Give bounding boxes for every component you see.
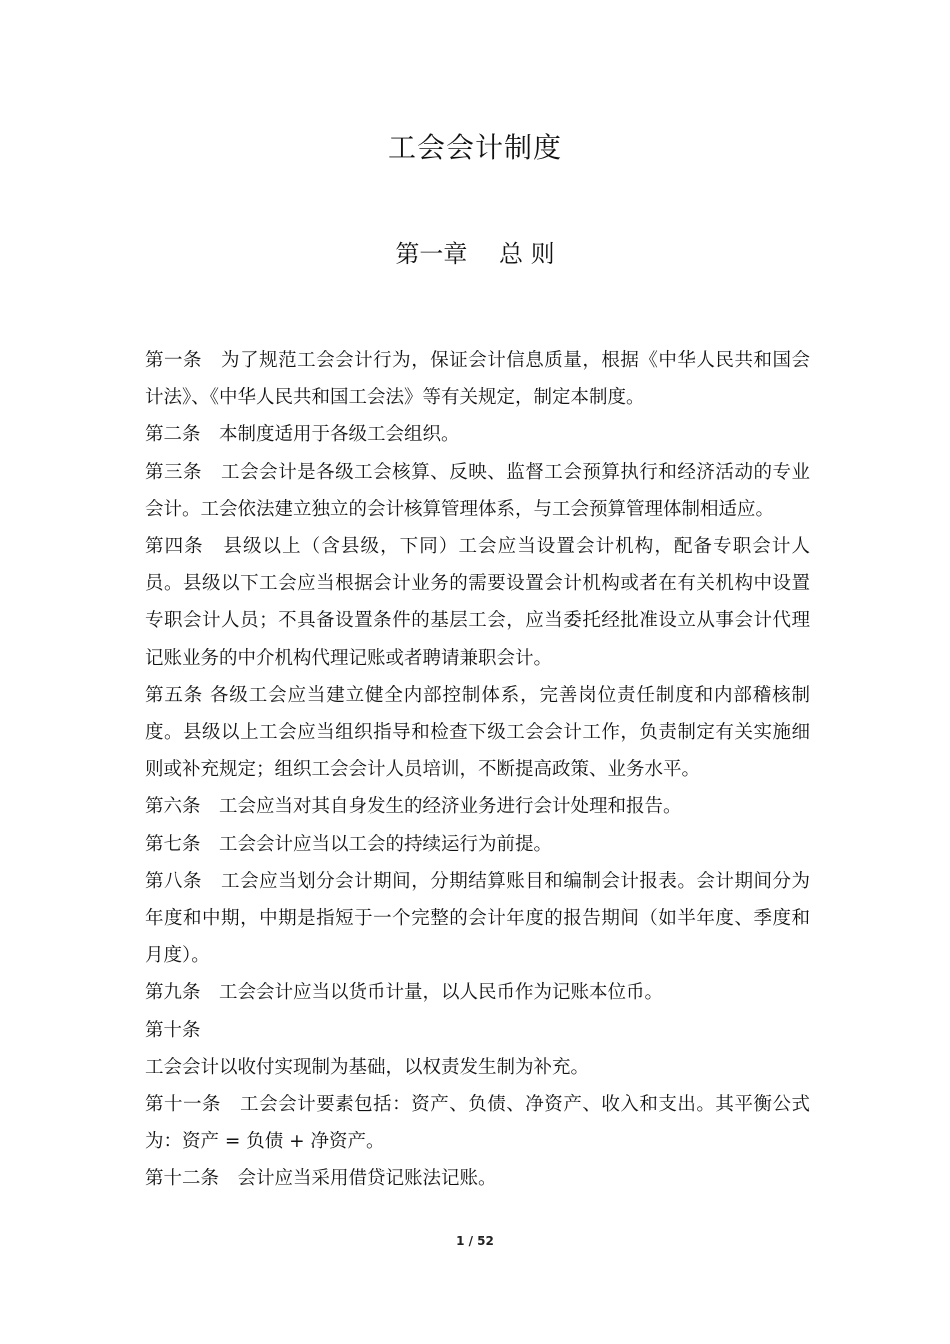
article-10-text: 工会会计以收付实现制为基础，以权责发生制为补充。 <box>145 1056 590 1078</box>
article-1: 第一条 为了规范工会会计行为，保证会计信息质量，根据《中华人民共和国会计法》、《中华人民共和国工会法》等有关规定，制定本制度。 <box>145 350 810 409</box>
article-6: 第六条 工会应当对其自身发生的经济业务进行会计处理和报告。 <box>145 796 682 818</box>
document-body <box>145 342 810 1198</box>
article-5: 第五条 各级工会应当建立健全内部控制体系，完善岗位责任制度和内部稽核制度。县级以上工会应当组织指导和检查下级工会会计工作，负责制定有关实施细则或补充规定；组织工会会计人员培训，不断提高政策、业务水平。 <box>145 684 810 781</box>
article-11: 第十一条 工会会计要素包括：资产、负债、净资产、收入和支出。其平衡公式为：资产 = 负债 + 净资产。 <box>145 1094 810 1153</box>
article-8: 第八条 工会应当划分会计期间，分期结算账目和编制会计报表。会计期间分为年度和中期，中期是指短于一个完整的会计年度的报告期间（如半年度、季度和月度）。 <box>145 870 810 967</box>
article-12: 第十二条 会计应当采用借贷记账法记账。 <box>145 1168 497 1190</box>
article-3: 第三条 工会会计是各级工会核算、反映、监督工会预算执行和经济活动的专业会计。工会依法建立独立的会计核算管理体系，与工会预算管理体制相适应。 <box>145 461 810 520</box>
article-10-heading: 第十条 <box>145 1019 201 1041</box>
article-4: 第四条 县级以上（含县级，下同）工会应当设置会计机构，配备专职会计人员。县级以下工会应当根据会计业务的需要设置会计机构或者在有关机构中设置专职会计人员；不具备设置条件的基层工会，应当委托经批准设立从事会计代理记账业务的中介机构代理记账或者聘请兼职会计。 <box>145 536 810 669</box>
article-9: 第九条 工会会计应当以货币计量，以人民币作为记账本位币。 <box>145 982 664 1004</box>
chapter-heading: 第一章 总 则 <box>395 240 555 268</box>
page-number: 1 / 52 <box>456 1234 494 1248</box>
article-7: 第七条 工会会计应当以工会的持续运行为前提。 <box>145 833 553 855</box>
article-2: 第二条 本制度适用于各级工会组织。 <box>145 424 460 446</box>
document-title: 工会会计制度 <box>387 131 562 164</box>
